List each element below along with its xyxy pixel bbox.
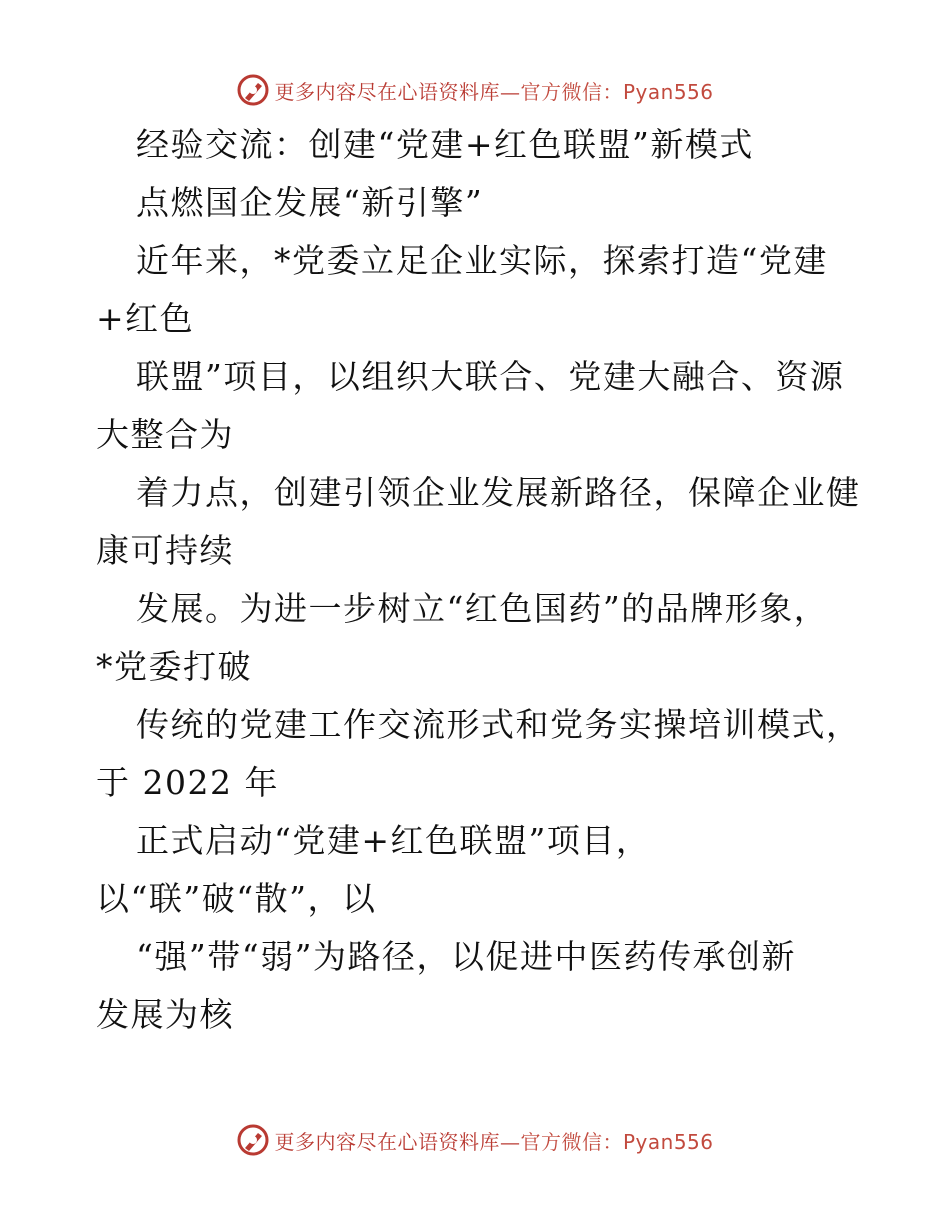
footer-wechat-id: Pyan556 — [622, 1129, 714, 1154]
doc-line: 联盟”项目，以组织大联合、党建大融合、资源 — [136, 357, 845, 396]
header-banner-dash: — — [499, 79, 521, 104]
doc-line: 着力点，创建引领企业发展新路径，保障企业健 — [136, 473, 861, 512]
doc-line: “强”带“弱”为路径，以促进中医药传承创新 — [136, 937, 796, 976]
doc-line-title-2: 点燃国企发展“新引擎” — [136, 183, 484, 222]
doc-line: +红色 — [96, 299, 195, 338]
doc-line: 于 2022 年 — [96, 763, 279, 802]
doc-line: *党委打破 — [96, 647, 252, 686]
footer-banner-dash: — — [499, 1129, 521, 1154]
doc-line: 近年来，*党委立足企业实际，探索打造“党建 — [136, 241, 828, 280]
doc-line: 发展为核 — [96, 995, 234, 1034]
doc-line: 以“联”破“散”，以 — [96, 879, 377, 918]
doc-line: 大整合为 — [96, 415, 234, 454]
pen-logo-icon — [236, 1123, 270, 1157]
footer-banner — [0, 1120, 950, 1160]
doc-line: 康可持续 — [96, 531, 234, 570]
doc-line: 发展。为进一步树立“红色国药”的品牌形象， — [136, 589, 829, 628]
doc-line-title-1: 经验交流：创建“党建+红色联盟”新模式 — [136, 125, 754, 164]
header-banner — [0, 70, 950, 110]
header-banner-text: 更多内容尽在心语资料库 — [274, 79, 500, 104]
header-wechat-label: 官方微信： — [520, 79, 623, 104]
footer-wechat-label: 官方微信： — [520, 1129, 623, 1154]
pen-logo-icon — [236, 73, 270, 107]
doc-line: 传统的党建工作交流形式和党务实操培训模式， — [136, 705, 861, 744]
footer-banner-text: 更多内容尽在心语资料库 — [274, 1129, 500, 1154]
doc-line: 正式启动“党建+红色联盟”项目， — [136, 821, 651, 860]
document-body — [96, 116, 861, 1044]
header-wechat-id: Pyan556 — [622, 79, 714, 104]
